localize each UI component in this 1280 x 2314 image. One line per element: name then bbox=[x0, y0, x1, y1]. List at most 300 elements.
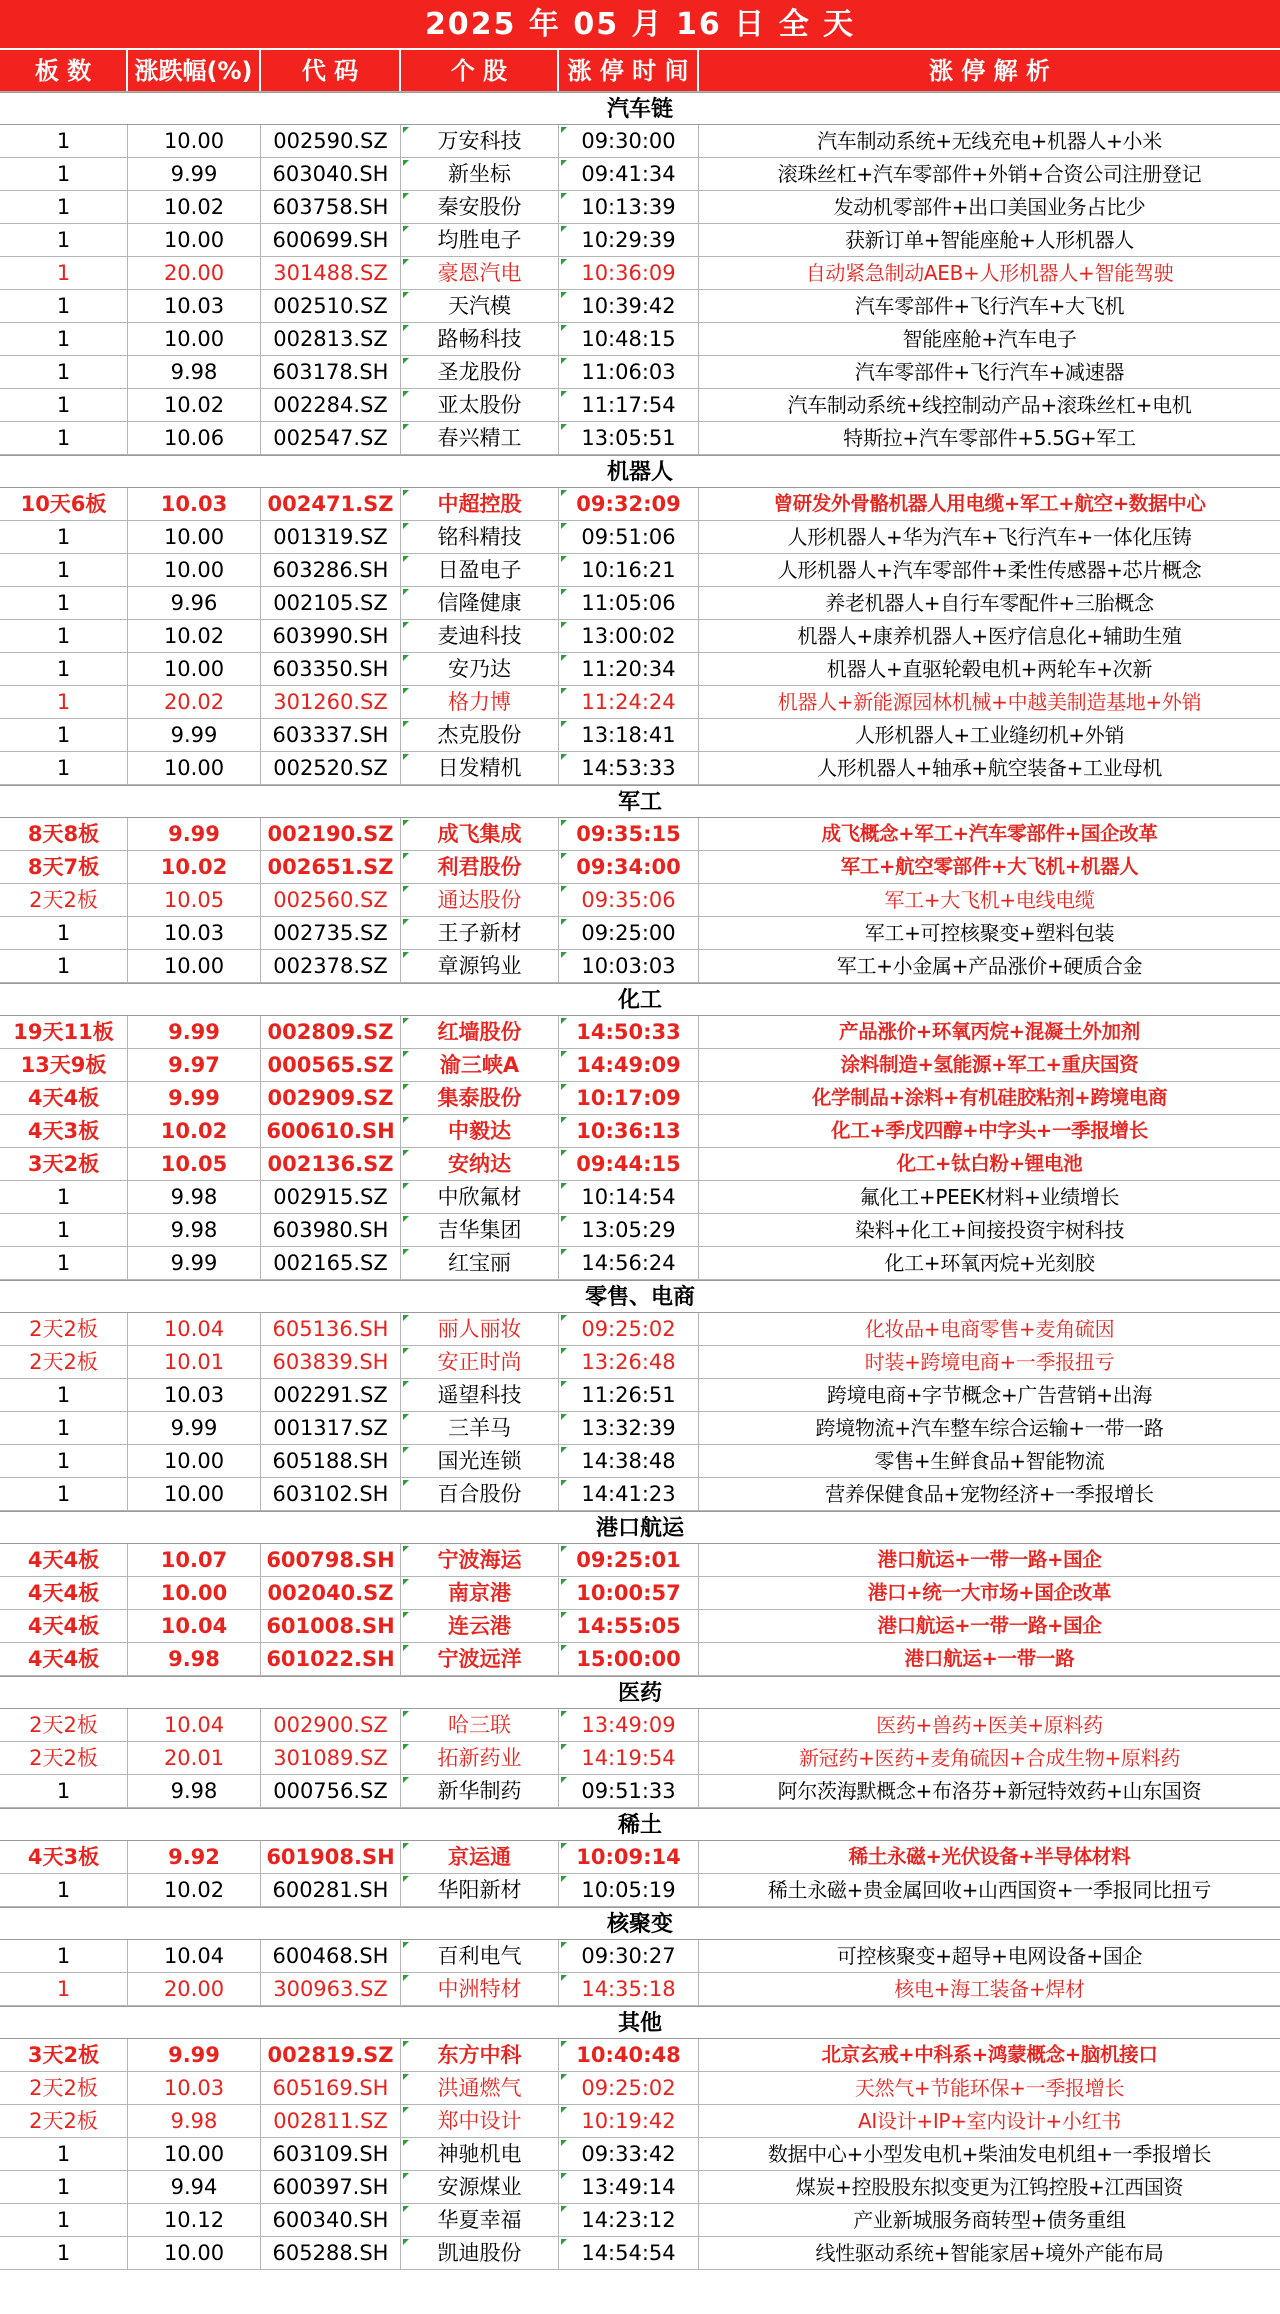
cell-comment-marker-icon bbox=[561, 1744, 567, 1750]
cell-comment-marker-icon bbox=[403, 886, 409, 892]
limit-up-time-cell-text: 14:55:05 bbox=[576, 1614, 681, 1638]
change-pct-cell-text: 9.99 bbox=[170, 162, 218, 186]
stock-name-cell bbox=[401, 1016, 559, 1048]
change-pct-cell-text: 10.02 bbox=[163, 195, 225, 219]
stock-name-cell-text: 丽人丽妆 bbox=[437, 1317, 522, 1341]
change-pct-cell bbox=[128, 2171, 261, 2203]
limit-up-reason-cell-text: 军工+小金属+产品涨价+硬质合金 bbox=[836, 954, 1143, 978]
stock-code-cell-text: 002560.SZ bbox=[273, 888, 388, 912]
stock-code-cell-text: 600281.SH bbox=[272, 1878, 389, 1902]
limit-up-time-cell bbox=[559, 1082, 699, 1114]
stock-name-cell bbox=[401, 620, 559, 652]
table-row bbox=[0, 1940, 1280, 1973]
stock-code-cell-text: 600798.SH bbox=[266, 1548, 395, 1572]
stock-code-cell-text: 001319.SZ bbox=[273, 525, 388, 549]
board-count-cell bbox=[0, 950, 128, 982]
stock-name-cell bbox=[401, 1874, 559, 1906]
stock-code-cell bbox=[261, 1346, 401, 1378]
table-row bbox=[0, 422, 1280, 455]
limit-up-time-cell-text: 11:24:24 bbox=[581, 690, 676, 714]
stock-name-cell bbox=[401, 1115, 559, 1147]
limit-up-time-cell-text: 09:32:09 bbox=[576, 492, 681, 516]
stock-code-cell-text: 002813.SZ bbox=[273, 327, 388, 351]
change-pct-cell-text: 10.06 bbox=[163, 426, 225, 450]
cell-comment-marker-icon bbox=[403, 1348, 409, 1354]
stock-name-cell-text: 宁波远洋 bbox=[437, 1647, 522, 1671]
limit-up-reason-cell-text: 时装+跨境电商+一季报扭亏 bbox=[864, 1350, 1115, 1374]
change-pct-cell-text: 10.00 bbox=[163, 327, 225, 351]
stock-name-cell bbox=[401, 917, 559, 949]
stock-name-cell bbox=[401, 290, 559, 322]
stock-name-cell-text: 格力博 bbox=[448, 690, 511, 714]
board-count-cell bbox=[0, 2171, 128, 2203]
limit-up-time-cell bbox=[559, 2105, 699, 2137]
stock-code-cell bbox=[261, 224, 401, 256]
stock-name-cell-text: 哈三联 bbox=[448, 1713, 511, 1737]
board-count-cell bbox=[0, 1841, 128, 1873]
board-count-cell-text: 1 bbox=[56, 921, 71, 945]
cell-comment-marker-icon bbox=[403, 1612, 409, 1618]
cell-comment-marker-icon bbox=[561, 1843, 567, 1849]
cell-comment-marker-icon bbox=[561, 2173, 567, 2179]
stock-code-cell-text: 002190.SZ bbox=[267, 822, 394, 846]
stock-code-cell-text: 002735.SZ bbox=[273, 921, 388, 945]
stock-name-cell bbox=[401, 653, 559, 685]
change-pct-cell-text: 10.03 bbox=[163, 294, 225, 318]
board-count-cell bbox=[0, 1181, 128, 1213]
limit-up-reason-cell bbox=[699, 521, 1280, 553]
stock-name-cell-text: 神驰机电 bbox=[437, 2142, 522, 2166]
limit-up-reason-cell-text: 养老机器人+自行车零配件+三胎概念 bbox=[825, 591, 1154, 615]
cell-comment-marker-icon bbox=[403, 1183, 409, 1189]
stock-name-cell-text: 百利电气 bbox=[437, 1944, 522, 1968]
limit-up-reason-cell bbox=[699, 1412, 1280, 1444]
change-pct-cell bbox=[128, 1313, 261, 1345]
stock-name-cell bbox=[401, 191, 559, 223]
change-pct-cell-text: 9.99 bbox=[168, 822, 220, 846]
board-count-cell-text: 2天2板 bbox=[29, 2076, 98, 2100]
limit-up-reason-cell bbox=[699, 554, 1280, 586]
limit-up-time-cell bbox=[559, 587, 699, 619]
limit-up-reason-cell-text: 机器人+直驱轮毂电机+两轮车+次新 bbox=[826, 657, 1153, 681]
board-count-cell bbox=[0, 884, 128, 916]
board-count-cell bbox=[0, 851, 128, 883]
limit-up-time-cell-text: 14:53:33 bbox=[581, 756, 676, 780]
stock-code-cell-text: 002651.SZ bbox=[267, 855, 394, 879]
table-row bbox=[0, 1445, 1280, 1478]
limit-up-time-cell bbox=[559, 356, 699, 388]
stock-code-cell-text: 002590.SZ bbox=[273, 129, 388, 153]
stock-code-cell-text: 002900.SZ bbox=[273, 1713, 388, 1737]
board-count-cell-text: 1 bbox=[56, 360, 71, 384]
stock-code-cell-text: 600699.SH bbox=[272, 228, 389, 252]
cell-comment-marker-icon bbox=[403, 1777, 409, 1783]
limit-up-reason-cell-text: 军工+航空零部件+大飞机+机器人 bbox=[840, 855, 1139, 878]
limit-up-time-cell-text: 13:26:48 bbox=[581, 1350, 676, 1374]
limit-up-reason-cell-text: 机器人+新能源园林机械+中越美制造基地+外销 bbox=[777, 690, 1202, 714]
change-pct-cell bbox=[128, 950, 261, 982]
change-pct-cell bbox=[128, 1577, 261, 1609]
stock-code-cell-text: 603178.SH bbox=[272, 360, 389, 384]
stock-name-cell-text: 新华制药 bbox=[437, 1779, 522, 1803]
limit-up-reason-cell-text: 特斯拉+汽车零部件+5.5G+军工 bbox=[843, 426, 1136, 450]
cell-comment-marker-icon bbox=[403, 1150, 409, 1156]
limit-up-time-cell bbox=[559, 1181, 699, 1213]
limit-up-reason-cell bbox=[699, 1445, 1280, 1477]
limit-up-time-cell bbox=[559, 620, 699, 652]
stock-name-cell bbox=[401, 587, 559, 619]
limit-up-reason-cell bbox=[699, 752, 1280, 784]
stock-code-cell-text: 603758.SH bbox=[272, 195, 389, 219]
limit-up-time-cell-text: 09:25:02 bbox=[581, 1317, 676, 1341]
stock-code-cell bbox=[261, 1742, 401, 1774]
stock-code-cell bbox=[261, 587, 401, 619]
limit-up-time-cell bbox=[559, 158, 699, 190]
stock-code-cell bbox=[261, 158, 401, 190]
change-pct-cell bbox=[128, 2138, 261, 2170]
table-row bbox=[0, 752, 1280, 785]
change-pct-cell bbox=[128, 1181, 261, 1213]
limit-up-reason-cell bbox=[699, 290, 1280, 322]
change-pct-cell-text: 10.00 bbox=[163, 756, 225, 780]
change-pct-cell bbox=[128, 257, 261, 289]
change-pct-cell bbox=[128, 1445, 261, 1477]
limit-up-reason-cell-text: 产品涨价+环氧丙烷+混凝土外加剂 bbox=[839, 1020, 1140, 1043]
change-pct-cell-text: 10.03 bbox=[163, 921, 225, 945]
stock-code-cell-text: 002291.SZ bbox=[273, 1383, 388, 1407]
cell-comment-marker-icon bbox=[403, 127, 409, 133]
stock-name-cell bbox=[401, 1181, 559, 1213]
stock-code-cell bbox=[261, 488, 401, 520]
stock-name-cell bbox=[401, 356, 559, 388]
cell-comment-marker-icon bbox=[403, 1381, 409, 1387]
stock-name-cell-text: 秦安股份 bbox=[437, 195, 522, 219]
limit-up-reason-cell-text: 人形机器人+华为汽车+飞行汽车+一体化压铸 bbox=[787, 525, 1192, 549]
stock-code-cell bbox=[261, 1115, 401, 1147]
table-row bbox=[0, 818, 1280, 851]
limit-up-reason-cell-text: 发动机零部件+出口美国业务占比少 bbox=[833, 195, 1146, 219]
limit-up-time-cell-text: 10:29:39 bbox=[581, 228, 676, 252]
limit-up-reason-cell-text: 北京玄戒+中科系+鸿蒙概念+脑机接口 bbox=[821, 2043, 1158, 2066]
board-count-cell-text: 1 bbox=[56, 1185, 71, 1209]
cell-comment-marker-icon bbox=[403, 2107, 409, 2113]
change-pct-cell bbox=[128, 2072, 261, 2104]
table-row bbox=[0, 2072, 1280, 2105]
stock-code-cell-text: 002105.SZ bbox=[273, 591, 388, 615]
stock-code-cell-text: 605188.SH bbox=[272, 1449, 389, 1473]
board-count-cell bbox=[0, 224, 128, 256]
cell-comment-marker-icon bbox=[403, 160, 409, 166]
table-row bbox=[0, 1346, 1280, 1379]
stock-name-cell-text: 南京港 bbox=[448, 1581, 511, 1605]
cell-comment-marker-icon bbox=[561, 292, 567, 298]
stock-name-cell bbox=[401, 1313, 559, 1345]
cell-comment-marker-icon bbox=[561, 853, 567, 859]
limit-up-time-cell-text: 09:51:33 bbox=[581, 1779, 676, 1803]
cell-comment-marker-icon bbox=[403, 1546, 409, 1552]
stock-name-cell bbox=[401, 2204, 559, 2236]
limit-up-reason-cell bbox=[699, 356, 1280, 388]
stock-code-cell bbox=[261, 1181, 401, 1213]
limit-up-reason-cell bbox=[699, 1544, 1280, 1576]
stock-code-cell-text: 601908.SH bbox=[266, 1845, 395, 1869]
table-row bbox=[0, 1478, 1280, 1511]
limit-up-time-cell-text: 10:36:13 bbox=[576, 1119, 681, 1143]
cell-comment-marker-icon bbox=[561, 1876, 567, 1882]
limit-up-time-cell-text: 14:41:23 bbox=[581, 1482, 676, 1506]
stock-code-cell-text: 605288.SH bbox=[272, 2241, 389, 2265]
stock-code-cell bbox=[261, 1643, 401, 1675]
board-count-cell bbox=[0, 1940, 128, 1972]
change-pct-cell-text: 10.04 bbox=[163, 1713, 225, 1737]
limit-up-time-cell-text: 15:00:00 bbox=[576, 1647, 681, 1671]
board-count-cell-text: 2天2板 bbox=[29, 1746, 98, 1770]
stock-code-cell bbox=[261, 1973, 401, 2005]
board-count-cell-text: 2天2板 bbox=[29, 1350, 98, 1374]
stock-code-cell bbox=[261, 1610, 401, 1642]
limit-up-reason-cell-text: 涂料制造+氢能源+军工+重庆国资 bbox=[840, 1053, 1139, 1076]
limit-up-time-cell-text: 14:38:48 bbox=[581, 1449, 676, 1473]
cell-comment-marker-icon bbox=[561, 391, 567, 397]
table-row bbox=[0, 719, 1280, 752]
stock-code-cell bbox=[261, 686, 401, 718]
limit-up-reason-cell bbox=[699, 1643, 1280, 1675]
change-pct-cell bbox=[128, 554, 261, 586]
board-count-cell bbox=[0, 389, 128, 421]
cell-comment-marker-icon bbox=[403, 1711, 409, 1717]
limit-up-time-cell-text: 14:35:18 bbox=[581, 1977, 676, 2001]
limit-up-reason-cell bbox=[699, 1742, 1280, 1774]
limit-up-time-cell bbox=[559, 1247, 699, 1279]
board-count-cell-text: 4天4板 bbox=[27, 1647, 100, 1671]
limit-up-reason-cell-text: 化工+环氧丙烷+光刻胶 bbox=[884, 1251, 1095, 1275]
change-pct-cell bbox=[128, 1214, 261, 1246]
stock-name-cell-text: 凯迪股份 bbox=[437, 2241, 522, 2265]
section-header: 机器人 bbox=[0, 455, 1280, 488]
limit-up-time-cell-text: 13:49:09 bbox=[581, 1713, 676, 1737]
board-count-cell bbox=[0, 686, 128, 718]
cell-comment-marker-icon bbox=[561, 424, 567, 430]
cell-comment-marker-icon bbox=[403, 1744, 409, 1750]
limit-up-reason-cell bbox=[699, 2138, 1280, 2170]
stock-code-cell-text: 603040.SH bbox=[272, 162, 389, 186]
limit-up-time-cell-text: 10:09:14 bbox=[576, 1845, 681, 1869]
stock-name-cell-text: 中洲特材 bbox=[437, 1977, 522, 2001]
cell-comment-marker-icon bbox=[403, 1084, 409, 1090]
stock-name-cell-text: 郑中设计 bbox=[437, 2109, 522, 2133]
cell-comment-marker-icon bbox=[403, 1579, 409, 1585]
change-pct-cell bbox=[128, 290, 261, 322]
change-pct-cell-text: 10.03 bbox=[160, 492, 228, 516]
change-pct-cell-text: 10.02 bbox=[163, 1878, 225, 1902]
limit-up-reason-cell bbox=[699, 224, 1280, 256]
table-row bbox=[0, 125, 1280, 158]
stock-code-cell-text: 002510.SZ bbox=[273, 294, 388, 318]
cell-comment-marker-icon bbox=[403, 2074, 409, 2080]
board-count-cell-text: 1 bbox=[56, 954, 71, 978]
stock-name-cell bbox=[401, 851, 559, 883]
limit-up-reason-cell bbox=[699, 1082, 1280, 1114]
change-pct-cell-text: 9.99 bbox=[170, 1251, 218, 1275]
cell-comment-marker-icon bbox=[561, 1975, 567, 1981]
cell-comment-marker-icon bbox=[561, 1018, 567, 1024]
limit-up-reason-cell bbox=[699, 818, 1280, 850]
stock-name-cell bbox=[401, 1775, 559, 1807]
board-count-cell bbox=[0, 1049, 128, 1081]
cell-comment-marker-icon bbox=[403, 2140, 409, 2146]
stock-name-cell bbox=[401, 1214, 559, 1246]
limit-up-time-cell bbox=[559, 1346, 699, 1378]
stock-name-cell-text: 安纳达 bbox=[448, 1152, 511, 1176]
cell-comment-marker-icon bbox=[561, 1645, 567, 1651]
stock-name-cell bbox=[401, 257, 559, 289]
limit-up-time-cell-text: 13:00:02 bbox=[581, 624, 676, 648]
cell-comment-marker-icon bbox=[561, 1942, 567, 1948]
stock-name-cell-text: 遥望科技 bbox=[437, 1383, 522, 1407]
change-pct-cell bbox=[128, 1016, 261, 1048]
board-count-cell bbox=[0, 1016, 128, 1048]
board-count-cell-text: 1 bbox=[56, 624, 71, 648]
table-row bbox=[0, 521, 1280, 554]
stock-code-cell-text: 002040.SZ bbox=[267, 1581, 394, 1605]
board-count-cell bbox=[0, 1577, 128, 1609]
cell-comment-marker-icon bbox=[561, 2041, 567, 2047]
stock-code-cell-text: 603990.SH bbox=[272, 624, 389, 648]
change-pct-cell-text: 10.03 bbox=[163, 1383, 225, 1407]
limit-up-reason-cell-text: 医药+兽药+医美+原料药 bbox=[876, 1713, 1103, 1737]
limit-up-time-cell-text: 14:23:12 bbox=[581, 2208, 676, 2232]
limit-up-reason-cell bbox=[699, 1775, 1280, 1807]
board-count-cell-text: 1 bbox=[56, 129, 71, 153]
board-count-cell bbox=[0, 1544, 128, 1576]
stock-code-cell bbox=[261, 2072, 401, 2104]
stock-code-cell bbox=[261, 1313, 401, 1345]
limit-up-time-cell bbox=[559, 1049, 699, 1081]
board-count-cell-text: 1 bbox=[56, 558, 71, 582]
stock-code-cell-text: 301089.SZ bbox=[273, 1746, 388, 1770]
board-count-cell-text: 4天4板 bbox=[27, 1086, 100, 1110]
stock-name-cell-text: 铭科精技 bbox=[437, 525, 522, 549]
limit-up-time-cell bbox=[559, 1379, 699, 1411]
limit-up-time-cell bbox=[559, 1841, 699, 1873]
limit-up-time-cell bbox=[559, 2138, 699, 2170]
board-count-cell-text: 1 bbox=[56, 1779, 71, 1803]
stock-code-cell bbox=[261, 323, 401, 355]
board-count-cell-text: 1 bbox=[56, 327, 71, 351]
board-count-cell bbox=[0, 818, 128, 850]
stock-name-cell-text: 春兴精工 bbox=[437, 426, 522, 450]
stock-name-cell-text: 华阳新材 bbox=[437, 1878, 522, 1902]
header-boards: 板 数 bbox=[0, 50, 128, 91]
stock-code-cell bbox=[261, 1577, 401, 1609]
change-pct-cell bbox=[128, 1247, 261, 1279]
change-pct-cell bbox=[128, 686, 261, 718]
limit-up-reason-cell bbox=[699, 2072, 1280, 2104]
stock-code-cell bbox=[261, 2171, 401, 2203]
limit-up-time-cell bbox=[559, 851, 699, 883]
change-pct-cell bbox=[128, 1874, 261, 1906]
stock-name-cell bbox=[401, 1544, 559, 1576]
limit-up-reason-cell-text: 曾研发外骨骼机器人用电缆+军工+航空+数据中心 bbox=[773, 492, 1206, 515]
board-count-cell bbox=[0, 2237, 128, 2269]
limit-up-time-cell bbox=[559, 1874, 699, 1906]
board-count-cell-text: 2天2板 bbox=[29, 888, 98, 912]
change-pct-cell bbox=[128, 1841, 261, 1873]
limit-up-time-cell-text: 10:39:42 bbox=[581, 294, 676, 318]
change-pct-cell bbox=[128, 884, 261, 916]
limit-up-reason-cell-text: 汽车制动系统+无线充电+机器人+小米 bbox=[817, 129, 1162, 153]
limit-up-reason-cell bbox=[699, 125, 1280, 157]
limit-up-reason-cell bbox=[699, 1049, 1280, 1081]
cell-comment-marker-icon bbox=[561, 2239, 567, 2245]
limit-up-time-cell bbox=[559, 2072, 699, 2104]
stock-name-cell-text: 中毅达 bbox=[448, 1119, 511, 1143]
limit-up-reason-cell bbox=[699, 2039, 1280, 2071]
stock-name-cell bbox=[401, 1610, 559, 1642]
stock-name-cell-text: 利君股份 bbox=[437, 855, 522, 879]
board-count-cell-text: 1 bbox=[56, 2142, 71, 2166]
limit-up-time-cell-text: 13:32:39 bbox=[581, 1416, 676, 1440]
stock-name-cell-text: 安正时尚 bbox=[437, 1350, 522, 1374]
limit-up-reason-cell bbox=[699, 653, 1280, 685]
limit-up-time-cell-text: 11:26:51 bbox=[581, 1383, 676, 1407]
change-pct-cell bbox=[128, 1973, 261, 2005]
cell-comment-marker-icon bbox=[403, 1117, 409, 1123]
stock-name-cell-text: 成飞集成 bbox=[437, 822, 522, 846]
change-pct-cell bbox=[128, 1940, 261, 1972]
board-count-cell-text: 1 bbox=[56, 1416, 71, 1440]
table-row bbox=[0, 1775, 1280, 1808]
limit-up-time-cell-text: 11:20:34 bbox=[581, 657, 676, 681]
cell-comment-marker-icon bbox=[561, 1051, 567, 1057]
change-pct-cell-text: 10.04 bbox=[160, 1614, 228, 1638]
stock-name-cell-text: 均胜电子 bbox=[437, 228, 522, 252]
change-pct-cell-text: 9.99 bbox=[168, 1020, 220, 1044]
stock-name-cell bbox=[401, 1445, 559, 1477]
stock-code-cell-text: 000756.SZ bbox=[273, 1779, 388, 1803]
stock-name-cell bbox=[401, 2072, 559, 2104]
stock-name-cell bbox=[401, 1247, 559, 1279]
table-row bbox=[0, 1577, 1280, 1610]
cell-comment-marker-icon bbox=[403, 1843, 409, 1849]
board-count-cell-text: 1 bbox=[56, 723, 71, 747]
cell-comment-marker-icon bbox=[403, 622, 409, 628]
stock-name-cell-text: 路畅科技 bbox=[437, 327, 522, 351]
stock-name-cell bbox=[401, 224, 559, 256]
change-pct-cell-text: 10.03 bbox=[163, 2076, 225, 2100]
table-row bbox=[0, 884, 1280, 917]
change-pct-cell-text: 9.98 bbox=[170, 1779, 218, 1803]
stock-code-cell bbox=[261, 950, 401, 982]
stock-name-cell bbox=[401, 950, 559, 982]
limit-up-reason-cell-text: 化工+钛白粉+锂电池 bbox=[896, 1152, 1083, 1175]
stock-name-cell-text: 京运通 bbox=[448, 1845, 511, 1869]
stock-code-cell bbox=[261, 851, 401, 883]
stock-name-cell bbox=[401, 1577, 559, 1609]
limit-up-time-cell bbox=[559, 521, 699, 553]
board-count-cell bbox=[0, 191, 128, 223]
limit-up-time-cell-text: 10:00:57 bbox=[576, 1581, 681, 1605]
limit-up-time-cell-text: 10:16:21 bbox=[581, 558, 676, 582]
limit-up-time-cell-text: 11:06:03 bbox=[581, 360, 676, 384]
limit-up-reason-cell-text: 化学制品+涂料+有机硅胶粘剂+跨境电商 bbox=[811, 1086, 1168, 1109]
limit-up-time-cell bbox=[559, 1445, 699, 1477]
board-count-cell-text: 1 bbox=[56, 756, 71, 780]
table-row bbox=[0, 1709, 1280, 1742]
stock-name-cell-text: 万安科技 bbox=[437, 129, 522, 153]
limit-up-time-cell bbox=[559, 752, 699, 784]
change-pct-cell-text: 9.98 bbox=[168, 1647, 220, 1671]
